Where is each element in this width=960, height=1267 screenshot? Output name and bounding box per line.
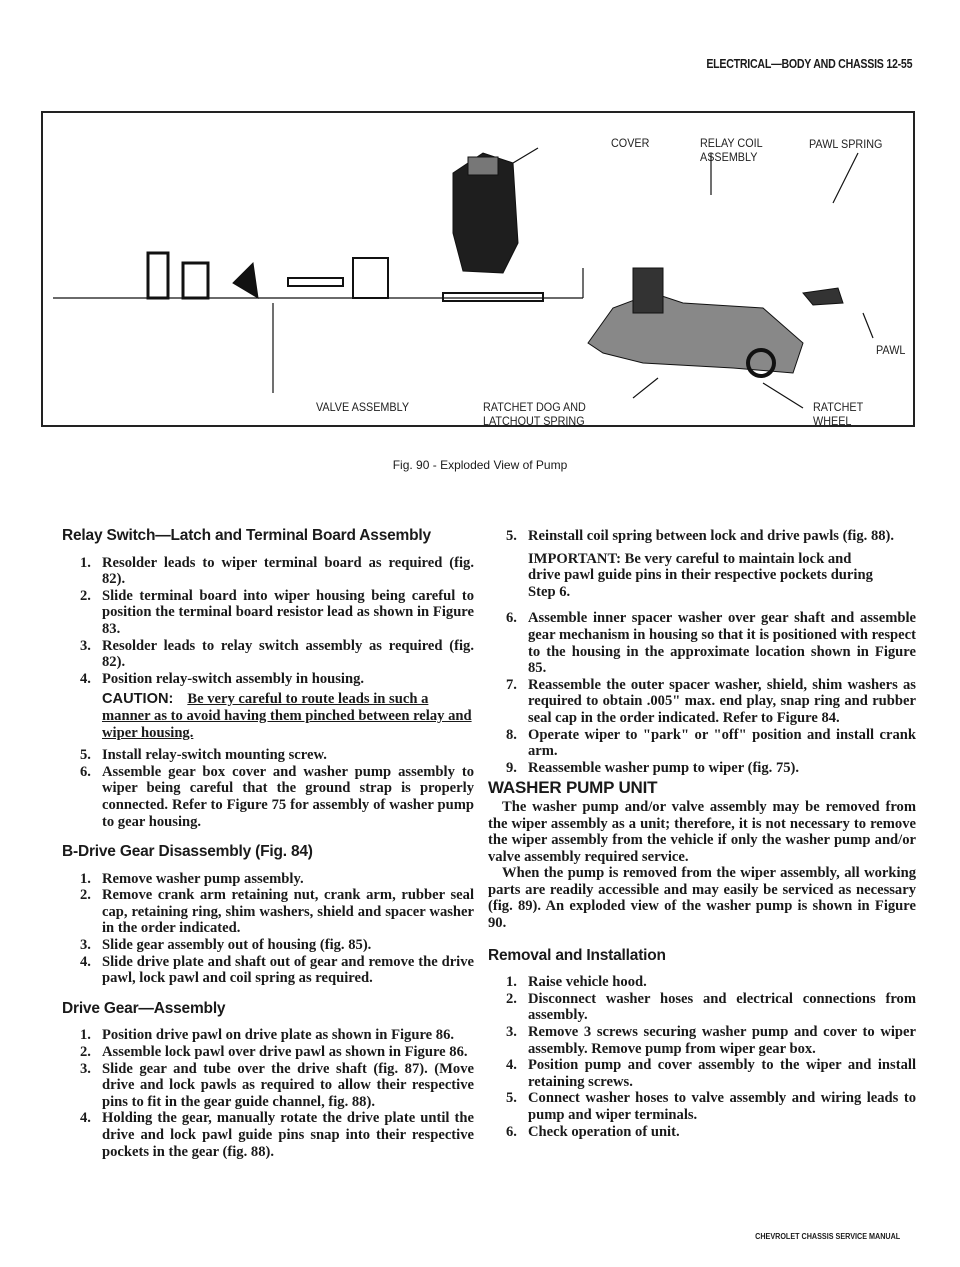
left-column [62, 528, 474, 1174]
list-item: 3. Remove 3 screws securing washer pump and cover to wiper assembly. Remove pump from wiper gear box. [506, 1024, 916, 1057]
list-item: 6. Check operation of unit. [506, 1123, 680, 1140]
list-item: 3. Slide gear and tube over the drive shaft (fig. 87). (Move drive and lock pawls as required to allow their respective pins to fit in the gear guide channel, fig. 88). [80, 1060, 474, 1110]
label-relay-coil-assembly: RELAY COIL ASSEMBLY [700, 136, 763, 164]
list-item: 2. Slide terminal board into wiper housing being careful to position the terminal board resistor lead as shown in Figure 83. [80, 587, 474, 637]
list-item: 1. Position drive pawl on drive plate as shown in Figure 86. [80, 1027, 455, 1044]
exploded-view-figure [41, 111, 915, 427]
removal-steps [488, 974, 916, 1140]
list-item: 1. Raise vehicle hood. [506, 974, 647, 991]
list-item: 3. Slide gear assembly out of housing (fig. 85). [80, 937, 372, 954]
list-item: 8. Operate wiper to "park" or "off" position and install crank arm. [506, 726, 916, 760]
relay-steps [62, 555, 474, 688]
list-item: 6. Assemble gear box cover and washer pump assembly to wiper being careful that the ground strap is properly connected. Refer to Figure 75 for assembly of washer pump to gear housing. [80, 763, 474, 830]
list-item: 4. Position relay-switch assembly in housing. [80, 670, 365, 687]
pump-illustration [43, 113, 915, 427]
caution-note [62, 691, 474, 741]
label-ratchet-wheel: RATCHET WHEEL [813, 400, 864, 428]
figure-caption: Fig. 90 - Exploded View of Pump [392, 458, 568, 472]
label-pawl-spring: PAWL SPRING [809, 137, 883, 151]
list-item: 2. Assemble lock pawl over drive pawl as shown in Figure 86. [80, 1044, 468, 1061]
section-heading-removal: Removal and Installation [488, 946, 666, 964]
assembly-steps [488, 528, 916, 545]
section-heading-relay-switch: Relay Switch—Latch and Terminal Board Assembly [62, 527, 431, 544]
list-item: 4. Position pump and cover assembly to the wiper and install retaining screws. [506, 1057, 916, 1090]
list-item: 5. Install relay-switch mounting screw. [80, 747, 327, 764]
washer-paragraph-2: When the pump is removed from the wiper assembly, all working parts are readily accessible and may easily be serviced as necessary (fig. 89). An exploded view of the washer pump is shown in Figure 90. [488, 865, 916, 932]
list-item: 3. Resolder leads to relay switch assembly as required (fig. 82). [80, 637, 474, 671]
caution-text: Be very careful to route leads in such a manner as to avoid having them pinched between relay and wiper housing. [102, 691, 472, 741]
list-item: 1. Remove washer pump assembly. [80, 870, 304, 887]
section-heading-drive-gear: Drive Gear—Assembly [62, 999, 226, 1017]
drive-gear-steps [62, 1027, 474, 1160]
list-item: 6. Assemble inner spacer washer over gear shaft and assemble gear mechanism in housing so that it is positioned with respect to the housing in the approximate location shown in Figure 85. [506, 610, 916, 677]
list-item: 5. Reinstall coil spring between lock and drive pawls (fig. 88). [506, 528, 895, 544]
list-item: 7. Reassemble the outer spacer washer, shield, shim washers as required to obtain .005" max. end play, snap ring and rubber seal cap in the order indicated. Refer to Figure 84. [506, 676, 916, 726]
section-heading-washer-pump: WASHER PUMP UNIT [488, 778, 658, 798]
list-item: 2. Remove crank arm retaining nut, crank arm, rubber seal cap, retaining ring, shim washers, shield and spacer washer in the order indicated. [80, 887, 474, 937]
label-pawl: PAWL [876, 343, 906, 357]
label-valve-assembly: VALVE ASSEMBLY [316, 400, 410, 414]
list-item: 4. Slide drive plate and shaft out of gear and remove the drive pawl, lock pawl and coil spring as required. [80, 953, 474, 987]
relay-steps-continued [62, 747, 474, 830]
washer-paragraph-1: The washer pump and/or valve assembly may be removed from the wiper assembly as a unit; therefore, it is not necessary to remove the wiper assembly from the vehicle if only the washer pump and/or valve assembly required service. [488, 798, 916, 865]
label-ratchet-dog: RATCHET DOG AND LATCHOUT SPRING [483, 400, 586, 428]
list-item: 9. Reassemble washer pump to wiper (fig. 75). [506, 759, 800, 776]
list-item: 5. Connect washer hoses to valve assembly and wiring leads to pump and wiper terminals. [506, 1090, 916, 1123]
list-item: 2. Disconnect washer hoses and electrical connections from assembly. [506, 990, 916, 1024]
b-drive-steps [62, 871, 474, 987]
list-item: 1. Resolder leads to wiper terminal board as required (fig. 82). [80, 554, 474, 588]
list-item: 4. Holding the gear, manually rotate the drive plate until the drive and lock pawl guide pins snap into their respective pockets in the gear (fig. 88). [80, 1110, 474, 1160]
caution-label: CAUTION: [102, 691, 174, 708]
label-cover: COVER [611, 136, 650, 150]
important-note: IMPORTANT: Be very careful to maintain lock and drive pawl guide pins in their respective pockets during Step 6. [528, 550, 873, 600]
section-heading-b-drive: B-Drive Gear Disassembly (Fig. 84) [62, 843, 313, 861]
page-header: ELECTRICAL—BODY AND CHASSIS 12-55 [706, 57, 912, 71]
right-column [488, 528, 916, 1154]
page-footer: CHEVROLET CHASSIS SERVICE MANUAL [754, 1232, 900, 1241]
assembly-steps-continued [488, 610, 916, 776]
